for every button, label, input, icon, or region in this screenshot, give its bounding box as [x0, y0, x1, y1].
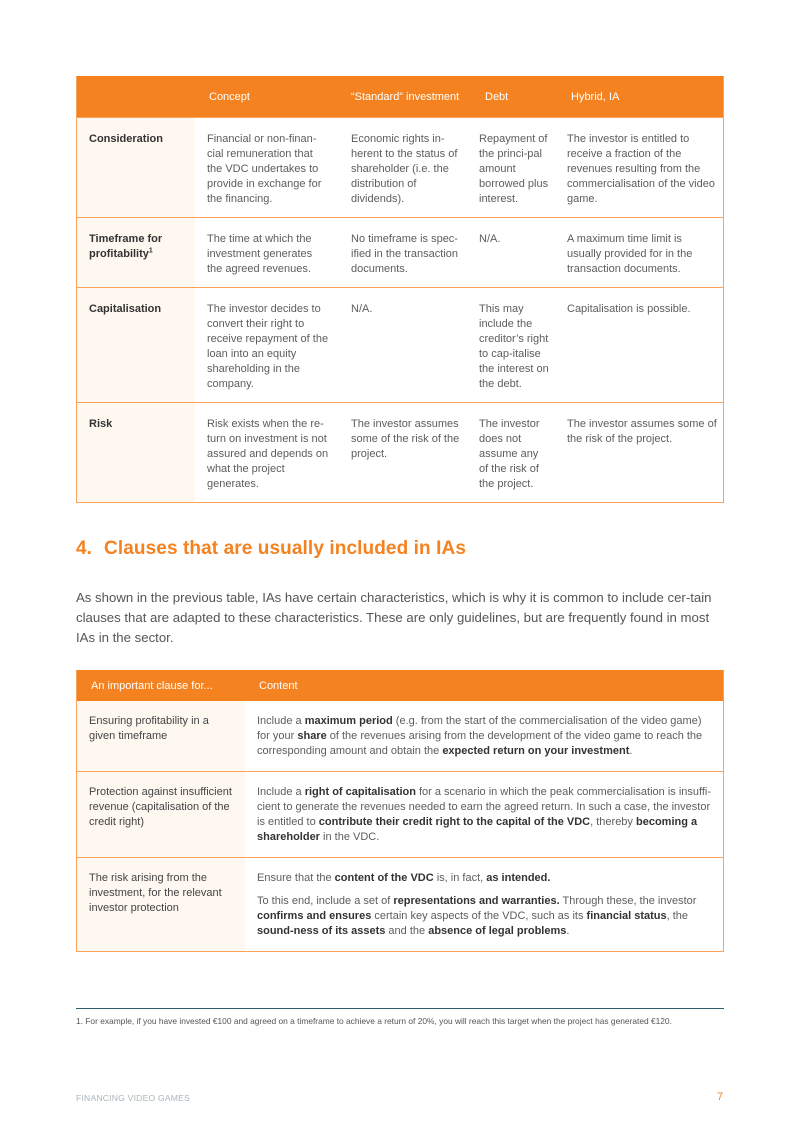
bold-term: financial status	[586, 910, 667, 922]
text: To this end, include a set of	[257, 895, 394, 907]
bold-term: confirms and ensures	[257, 910, 372, 922]
cell-hybrid: The investor assumes some of the risk of the project.	[567, 418, 717, 445]
header-cell-clause: An important clause for...	[91, 679, 213, 692]
text: in the VDC.	[319, 831, 380, 843]
bold-term: sound-ness of its assets	[257, 925, 386, 937]
footer-title: FINANCING VIDEO GAMES	[76, 1093, 191, 1103]
text: .	[629, 745, 633, 757]
row-label-text: Risk	[89, 418, 113, 430]
bold-term: maximum period	[304, 715, 393, 727]
cell-concept: The time at which the investment generates the agreed revenues.	[207, 233, 313, 275]
bold-term: becoming a shareholder	[257, 816, 698, 843]
text: , thereby	[590, 816, 636, 828]
text: (e.g. from the start of the commercialisation of the video game) for your	[257, 715, 702, 742]
comparison-table	[76, 76, 724, 503]
bold-term: contribute their credit right to the capital of the VDC	[318, 816, 591, 828]
row-label-text: Timeframe for profitability	[89, 233, 163, 260]
section-heading	[76, 538, 466, 560]
text: of the revenues arising from the development of the video game to reach the corresponding amount and obtain the	[257, 730, 703, 757]
cell-standard: N/A.	[351, 303, 373, 315]
page-number: 7	[717, 1091, 724, 1103]
cell-standard: The investor assumes some of the risk of the project.	[351, 418, 460, 460]
cell-concept: Financial or non-finan-cial remuneration that the VDC undertakes to provide in exchange for the financing.	[207, 133, 322, 205]
text: Include a	[257, 715, 305, 727]
table-row	[77, 701, 723, 771]
cell-content	[245, 772, 725, 857]
content-paragraph	[257, 894, 715, 939]
cell-concept: The investor decides to convert their right to receive repayment of the loan into an equity shareholding in the company.	[207, 303, 329, 390]
text: Through these, the investor	[559, 895, 697, 907]
bold-term: absence of legal problems	[428, 925, 567, 937]
header-cell-debt: Debt	[485, 90, 509, 103]
text: .	[566, 925, 570, 937]
section-number: 4.	[76, 538, 93, 559]
cell-standard: No timeframe is spec-ified in the transaction documents.	[351, 233, 459, 275]
row-label	[77, 288, 195, 402]
bold-term: right of capitalisation	[304, 786, 416, 798]
header-cell-hybrid-ia: Hybrid, IA	[571, 90, 620, 103]
cell-debt: This may include the creditor’s right to cap-italise the interest on the debt.	[479, 303, 549, 390]
table-header-row	[77, 670, 723, 701]
bold-term: expected return on your investment	[442, 745, 630, 757]
cell-hybrid: The investor is entitled to receive a fraction of the revenues resulting from the commercialisation of the video game.	[567, 133, 715, 205]
footnote-divider	[76, 1008, 724, 1009]
header-cell-standard-investment: “Standard” investment	[351, 90, 460, 103]
cell-hybrid: Capitalisation is possible.	[567, 303, 691, 315]
header-cell-empty	[77, 76, 195, 117]
text: certain key aspects of the VDC, such as its	[371, 910, 587, 922]
row-label: Ensuring profitability in a given timeframe	[77, 701, 245, 771]
cell-concept: Risk exists when the re-turn on investment is not assured and depends on what the project generates.	[207, 418, 329, 490]
table-header-row	[77, 76, 723, 117]
table-row	[77, 402, 723, 502]
clauses-table	[76, 670, 724, 952]
cell-hybrid: A maximum time limit is usually provided for in the transaction documents.	[567, 233, 693, 275]
row-label-text: Consideration	[89, 133, 163, 145]
cell-debt: The investor does not assume any of the risk of the project.	[479, 418, 540, 490]
table-row	[77, 217, 723, 287]
bold-term: content of the VDC	[334, 872, 434, 884]
text: is, in fact,	[433, 872, 487, 884]
bold-term: share	[297, 730, 327, 742]
cell-content	[245, 701, 725, 771]
table-row	[77, 287, 723, 402]
table-row	[77, 117, 723, 217]
footnote-ref[interactable]: 1	[148, 247, 153, 255]
intro-paragraph: As shown in the previous table, IAs have certain characteristics, which is why it is common to include cer-tain clauses that are adapted to these characteristics. These are only guidelines, but are frequently found in most IAs in the sector.	[76, 590, 712, 645]
cell-standard: Economic rights in-herent to the status of shareholder (i.e. the distribution of dividends).	[351, 133, 458, 205]
row-label: The risk arising from the investment, for the relevant investor protection	[77, 858, 245, 951]
cell-debt: Repayment of the princi-pal amount borrowed plus interest.	[479, 133, 549, 205]
row-label	[77, 403, 195, 502]
row-label: Protection against insufficient revenue (capitalisation of the credit right)	[77, 772, 245, 857]
bold-term: as intended.	[486, 872, 551, 884]
bold-term: representations and warranties.	[393, 895, 560, 907]
row-label-text: Capitalisation	[89, 303, 162, 315]
text: , the	[666, 910, 689, 922]
row-label	[77, 218, 195, 287]
table-row	[77, 771, 723, 857]
text: for a scenario in which the peak commercialisation is insuffi-cient to generate the revenues needed to earn the agreed return. In such a case, the investor is entitled to	[257, 786, 712, 828]
cell-content	[245, 858, 725, 951]
row-label	[77, 118, 195, 217]
header-cell-concept: Concept	[209, 90, 250, 103]
text: and the	[385, 925, 429, 937]
text: Include a	[257, 786, 305, 798]
header-cell-content: Content	[259, 679, 298, 692]
table-row	[77, 857, 723, 951]
text: Ensure that the	[257, 872, 335, 884]
footnote: 1. For example, if you have invested €100 and agreed on a timeframe to achieve a return of 20%, you will reach this target when the project has generated €120.	[76, 1016, 672, 1026]
section-title: Clauses that are usually included in IAs	[104, 538, 466, 559]
cell-debt: N/A.	[479, 233, 501, 245]
content-paragraph	[257, 871, 715, 886]
